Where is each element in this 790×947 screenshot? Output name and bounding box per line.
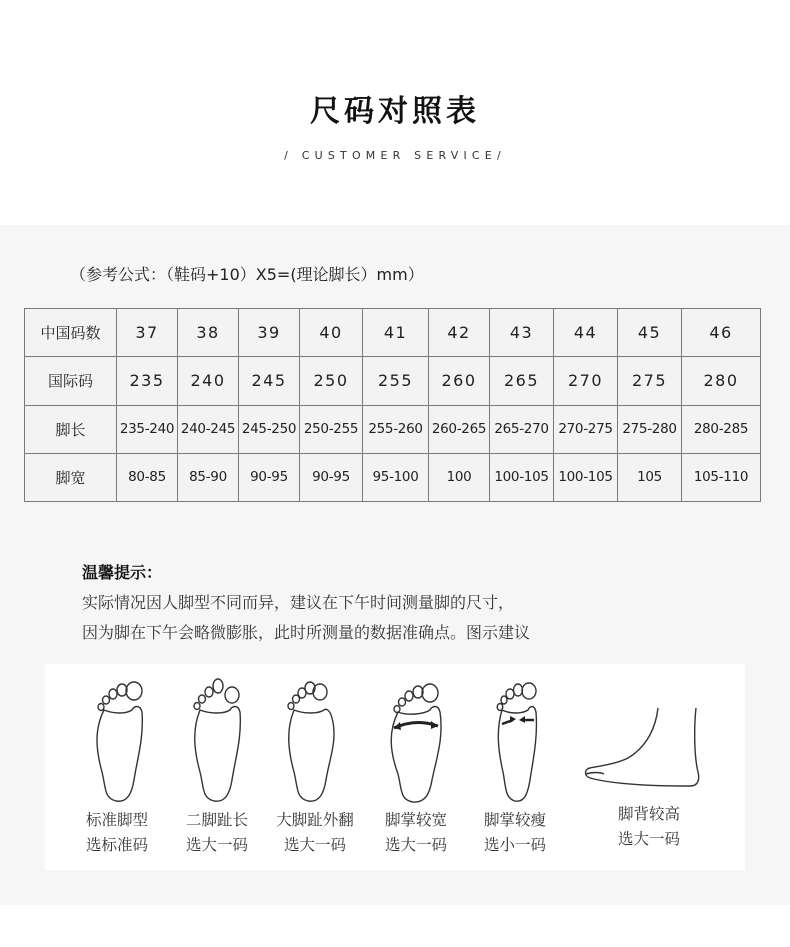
table-cell: 250-255 xyxy=(300,405,363,453)
table-cell: 39 xyxy=(239,309,300,357)
table-cell: 250 xyxy=(300,357,363,405)
table-cell: 38 xyxy=(178,309,239,357)
table-row xyxy=(25,357,761,405)
wide-sole-icon xyxy=(386,682,448,805)
table-cell: 270-275 xyxy=(554,405,618,453)
bunion-foot-icon xyxy=(282,678,342,805)
table-cell: 100-105 xyxy=(554,453,618,501)
table-cell: 42 xyxy=(429,309,490,357)
size-chart-table xyxy=(24,308,761,502)
row-header: 脚宽 xyxy=(25,453,117,501)
table-cell: 270 xyxy=(554,357,618,405)
table-cell: 260-265 xyxy=(429,405,490,453)
footer-space xyxy=(0,905,790,947)
table-cell: 275-280 xyxy=(618,405,682,453)
table-cell: 44 xyxy=(554,309,618,357)
table-cell: 43 xyxy=(490,309,554,357)
page-title: 尺码对照表 xyxy=(310,94,480,129)
table-cell: 280-285 xyxy=(682,405,761,453)
narrow-sole-icon xyxy=(490,680,546,805)
table-cell: 100 xyxy=(429,453,490,501)
table-cell: 260 xyxy=(429,357,490,405)
tips-line-2: 因为脚在下午会略微膨胀，此时所测量的数据准确点。图示建议 xyxy=(82,623,531,642)
table-row xyxy=(25,453,761,501)
foot-type-label: 标准脚型 选标准码 xyxy=(85,811,148,854)
table-cell: 85-90 xyxy=(178,453,239,501)
table-cell: 275 xyxy=(618,357,682,405)
table-cell: 80-85 xyxy=(117,453,178,501)
table-cell: 90-95 xyxy=(300,453,363,501)
header-section xyxy=(0,0,790,225)
table-cell: 235-240 xyxy=(117,405,178,453)
table-cell: 90-95 xyxy=(239,453,300,501)
foot-type-label: 大脚趾外翻 选大一码 xyxy=(276,811,354,854)
table-cell: 265-270 xyxy=(490,405,554,453)
size-formula: （参考公式：（鞋码+10）X5=(理论脚长）mm） xyxy=(70,265,424,284)
table-cell: 245-250 xyxy=(239,405,300,453)
row-header: 中国码数 xyxy=(25,309,117,357)
table-cell: 40 xyxy=(300,309,363,357)
table-cell: 37 xyxy=(117,309,178,357)
long-second-toe-icon xyxy=(188,678,248,805)
table-cell: 240 xyxy=(178,357,239,405)
high-instep-icon xyxy=(582,706,702,788)
table-cell: 280 xyxy=(682,357,761,405)
table-cell: 100-105 xyxy=(490,453,554,501)
standard-foot-icon xyxy=(90,680,150,805)
table-cell: 235 xyxy=(117,357,178,405)
table-row xyxy=(25,405,761,453)
foot-type-label: 脚掌较宽 选大一码 xyxy=(384,811,447,854)
foot-type-label: 二脚趾长 选大一码 xyxy=(185,811,248,854)
table-cell: 105-110 xyxy=(682,453,761,501)
table-cell: 255 xyxy=(363,357,429,405)
table-row xyxy=(25,309,761,357)
table-cell: 46 xyxy=(682,309,761,357)
row-header: 国际码 xyxy=(25,357,117,405)
page-subtitle: / CUSTOMER SERVICE/ xyxy=(284,149,506,162)
tips-line-1: 实际情况因人脚型不同而异，建议在下午时间测量脚的尺寸， xyxy=(82,593,515,612)
tips-heading: 温馨提示： xyxy=(82,563,163,582)
foot-type-label: 脚掌较瘦 选小一码 xyxy=(483,811,546,854)
table-cell: 255-260 xyxy=(363,405,429,453)
table-cell: 105 xyxy=(618,453,682,501)
table-cell: 240-245 xyxy=(178,405,239,453)
table-cell: 265 xyxy=(490,357,554,405)
row-header: 脚长 xyxy=(25,405,117,453)
table-cell: 41 xyxy=(363,309,429,357)
table-cell: 95-100 xyxy=(363,453,429,501)
table-cell: 245 xyxy=(239,357,300,405)
table-cell: 45 xyxy=(618,309,682,357)
foot-type-label: 脚背较高 选大一码 xyxy=(617,805,680,848)
